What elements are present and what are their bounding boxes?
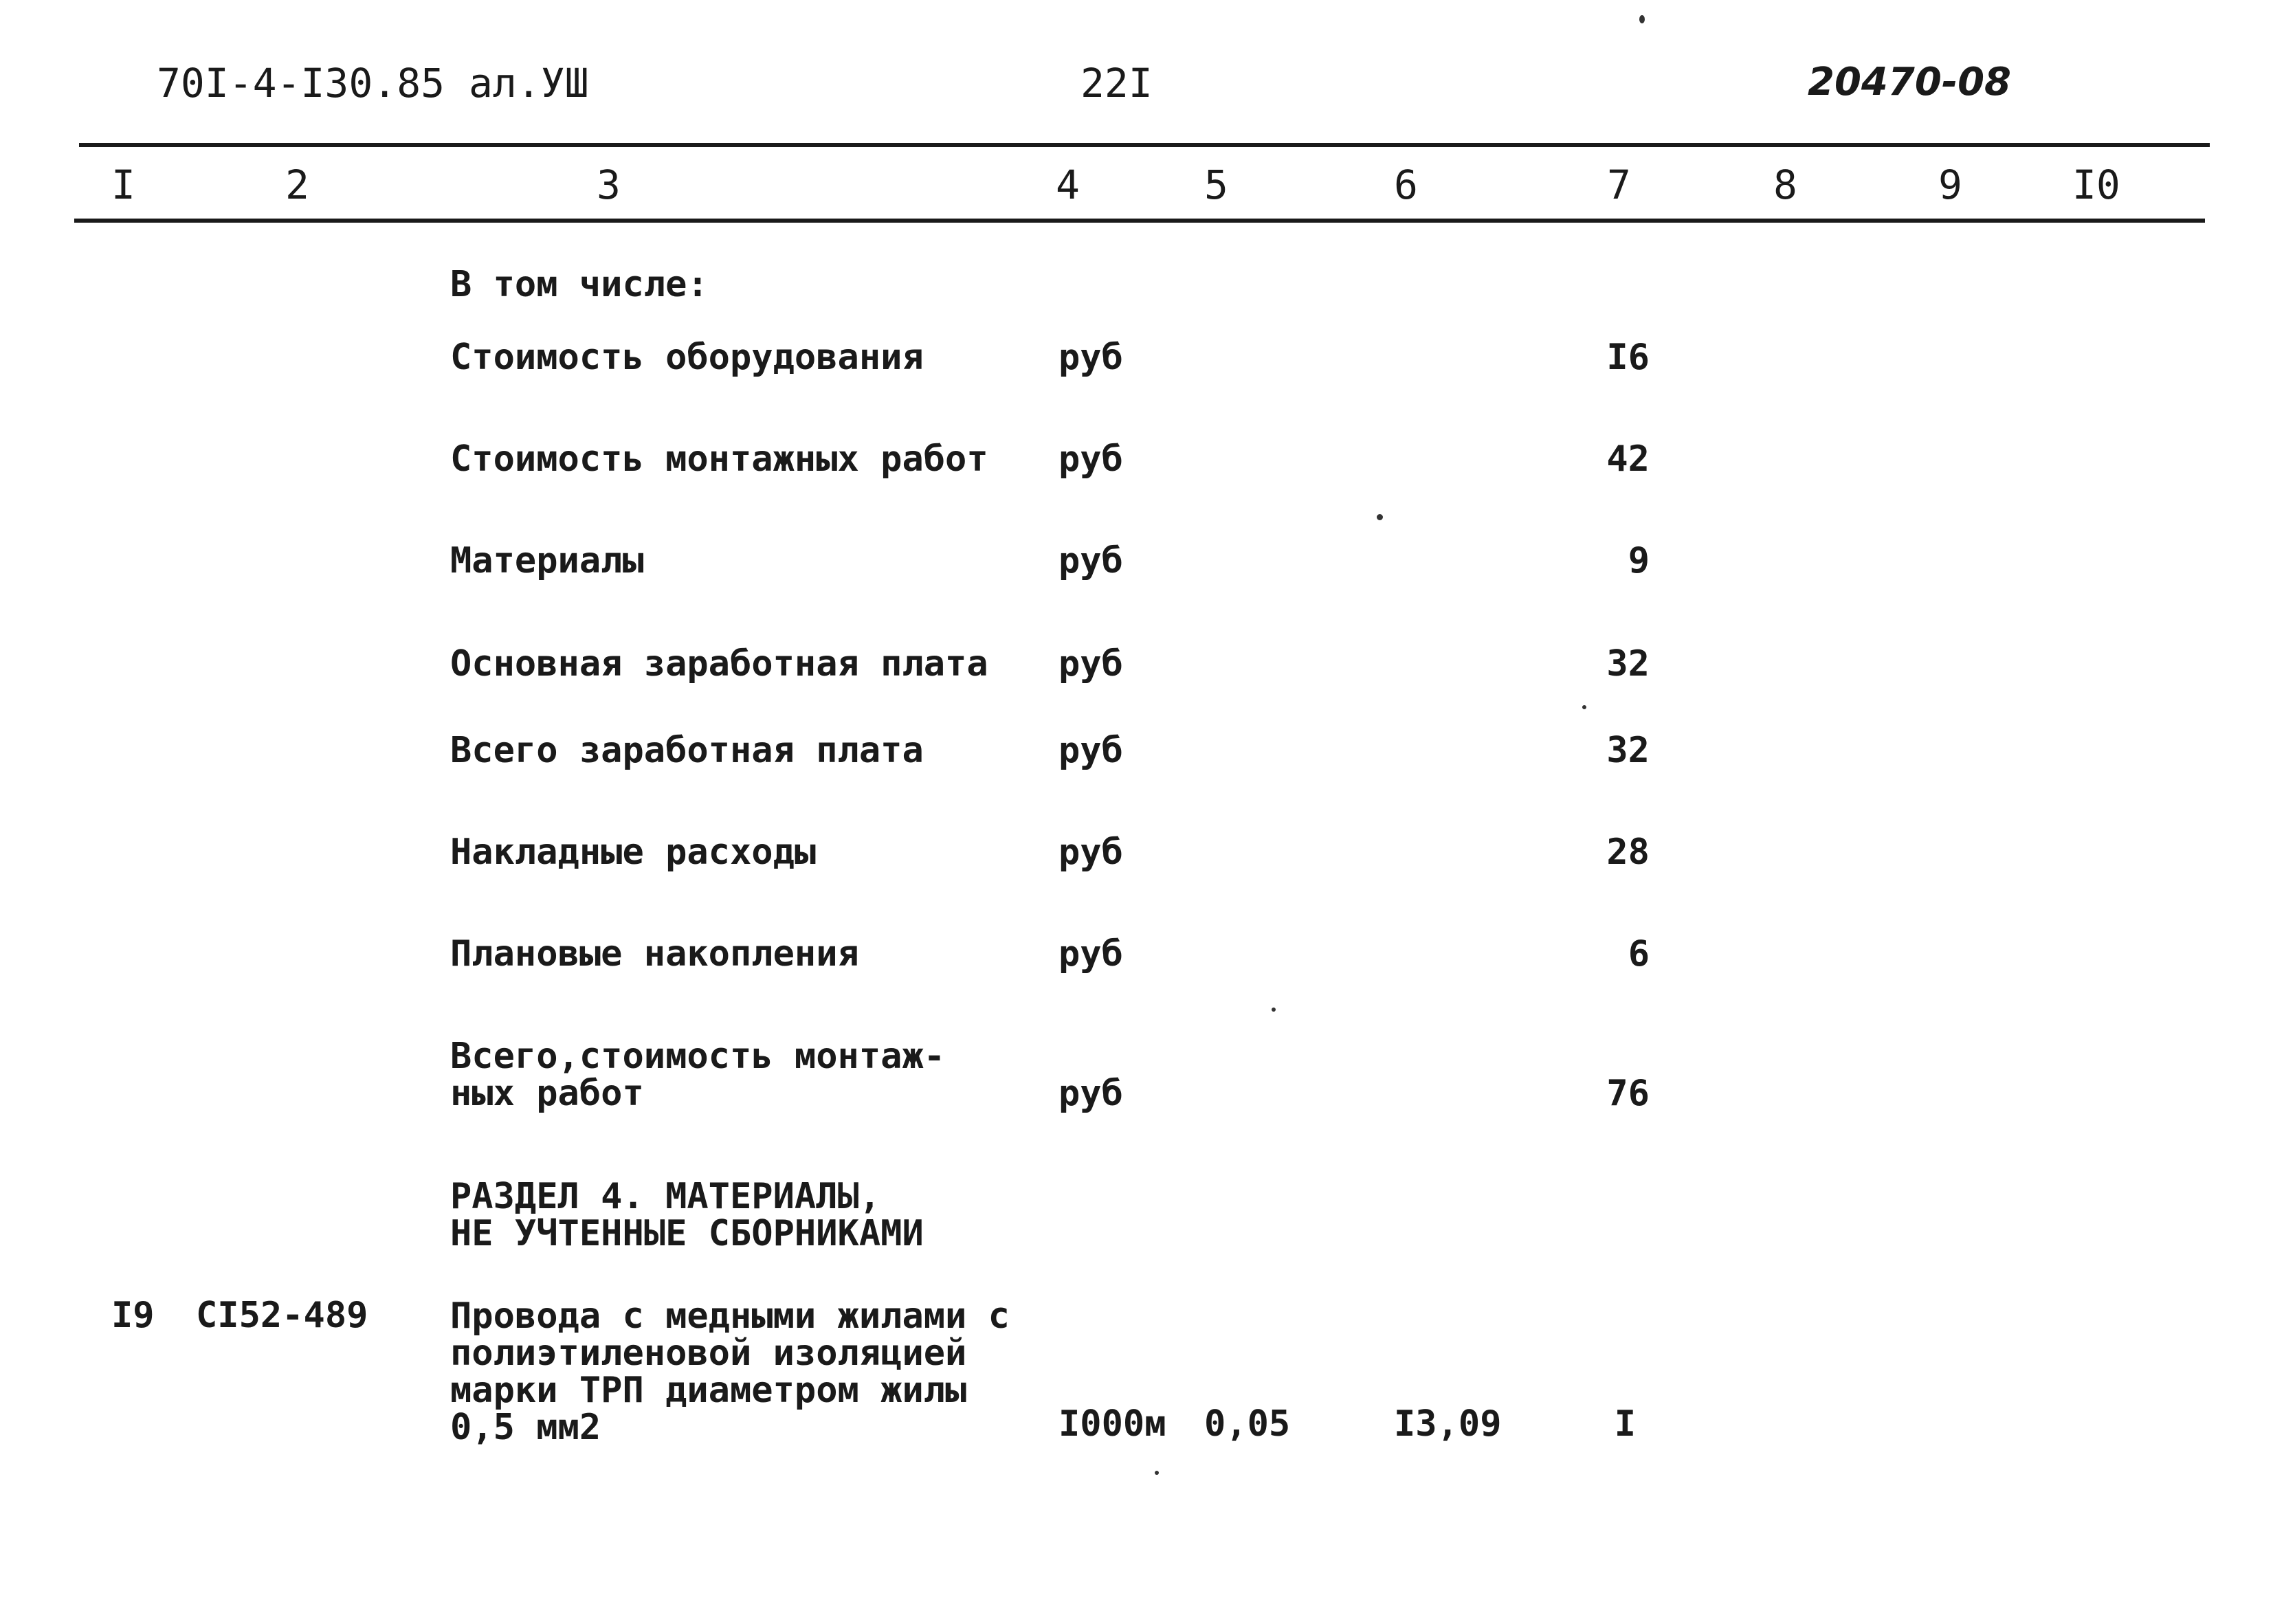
row-value: 32	[1606, 730, 1650, 771]
scan-speck	[1377, 514, 1383, 520]
column-header-8: 8	[1773, 162, 1797, 208]
column-header-1: I	[111, 162, 135, 208]
row-label: Плановые накопления	[450, 933, 859, 975]
row-unit: руб	[1058, 933, 1123, 975]
row-unit: руб	[1058, 832, 1123, 873]
row-unit: руб	[1058, 438, 1123, 480]
row-label-including: В том числе:	[450, 264, 709, 305]
row-value: 32	[1606, 643, 1650, 685]
column-header-2: 2	[285, 162, 309, 208]
column-header-4: 4	[1056, 162, 1080, 208]
row-unit: руб	[1058, 540, 1123, 581]
row-value: 9	[1628, 540, 1650, 581]
row-unit: руб	[1058, 643, 1123, 685]
row-label: Материалы	[450, 540, 644, 581]
column-header-5: 5	[1204, 162, 1228, 208]
scan-speck	[1155, 1471, 1159, 1475]
row-label: Стоимость оборудования	[450, 337, 924, 378]
row-value: 28	[1606, 832, 1650, 873]
row-value: 76	[1606, 1073, 1650, 1114]
row-label: Стоимость монтажных работ	[450, 438, 988, 480]
page-number: 22I	[1080, 60, 1153, 107]
row-label: Основная заработная плата	[450, 643, 988, 685]
item-description: Провода с медными жилами с полиэтиленовой изоляцией марки ТРП диаметром жилы 0,5 мм2	[450, 1295, 1010, 1448]
row-label: Накладные расходы	[450, 832, 817, 873]
column-header-9: 9	[1938, 162, 1962, 208]
item-number: I9	[111, 1295, 155, 1336]
row-value: 42	[1606, 438, 1650, 480]
item-code: СI52-489	[196, 1295, 368, 1336]
scan-speck	[1582, 705, 1586, 709]
row-unit: руб	[1058, 1073, 1123, 1114]
item-price: I3,09	[1394, 1403, 1502, 1445]
row-label: Всего заработная плата	[450, 730, 924, 771]
column-header-7: 7	[1607, 162, 1631, 208]
item-total: I	[1614, 1403, 1636, 1445]
column-header-3: 3	[597, 162, 621, 208]
row-value: I6	[1606, 337, 1650, 378]
section-title: РАЗДЕЛ 4. МАТЕРИАЛЫ, НЕ УЧТЕННЫЕ СБОРНИКАМИ	[450, 1176, 924, 1254]
scan-speck	[1272, 1008, 1276, 1012]
column-header-6: 6	[1394, 162, 1418, 208]
row-value: 6	[1628, 933, 1650, 975]
item-unit: I000м	[1058, 1403, 1166, 1445]
scan-speck	[1639, 15, 1645, 23]
table-top-rule	[79, 143, 2210, 147]
item-quantity: 0,05	[1204, 1403, 1291, 1445]
column-header-10: I0	[2072, 162, 2120, 208]
handwritten-number: 20470-08	[1808, 60, 2011, 104]
row-unit: руб	[1058, 337, 1123, 378]
row-unit: руб	[1058, 730, 1123, 771]
row-label: Всего,стоимость монтаж- ных работ	[450, 1036, 946, 1114]
table-header-bottom-rule	[74, 219, 2205, 223]
document-code: 70I-4-I30.85 ал.УШ	[157, 60, 589, 107]
